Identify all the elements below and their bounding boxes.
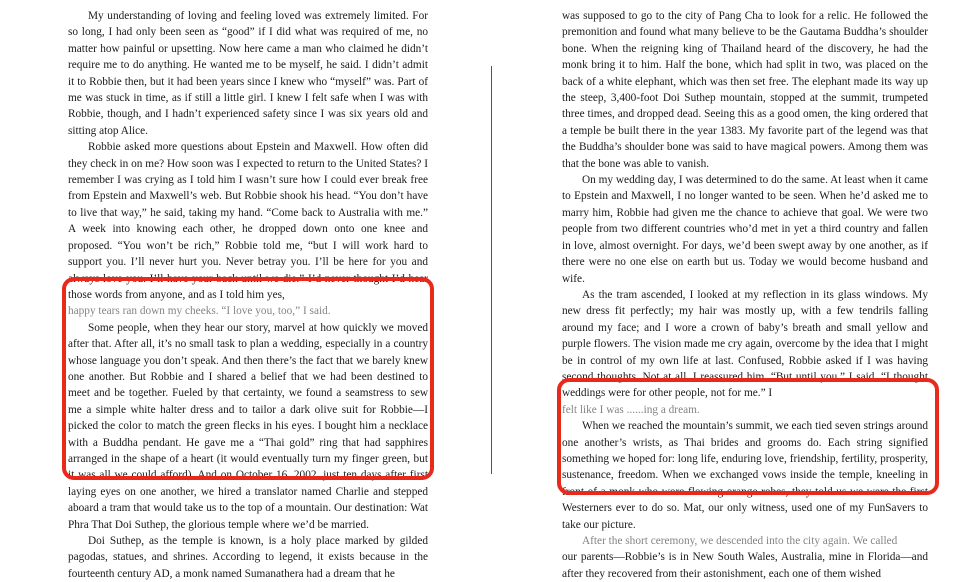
right-paragraph-2: On my wedding day, I was determined to do the same. At least when it came to Epstein and Maxwell, I no longer wanted to be seen. When he’d asked me to marry him, Robbie had given me the chance to achieve that goal. We were two people from two different countries who’d met in yet a third country and fallen in love, almost overnight. For days, we’d been swept away by one another, as if there were no one else on earth but us. Today we would become husband and wife. bbox=[562, 174, 928, 285]
right-paragraph-4-highlighted: When we reached the mountain’s summit, we each tied seven strings around one another’s wrists, as Thai brides and grooms do. Each string signified something we hoped for: long life, enduring love, friendship, fertility, prosperity, sustenance, freedom. When we exchanged vows inside the temple, kneeling in front of a monk who wore flowing orange robes, they told us we were the first Westerners ever to do so. Mat, our only witness, used one of my FunSavers to take our picture. bbox=[562, 420, 928, 531]
left-paragraph-3-highlighted: Some people, when they hear our story, marvel at how quickly we moved after that. After all, it’s no small task to plan a wedding, especially in a country whose language you don’t speak. And then there’s the fact that we barely knew one another. But Robbie and I shared a belief that we had been destined to meet and be together. Fueled by that certainty, we found a seamstress to sew me a simple white halter dress and to tailor a dark olive suit for Robbie—I picked the color to match the green flecks in his eyes. I bought him a necklace with a Buddha pendant. He gave me a “Thai gold” ring that had sapphires arranged in the shape of a heart (it would eventually turn my finger green, but it was all we could afford). And on October 16, 2002, just ten days after first laying eyes on one another, we hired a translator named Charlie and stepped aboard a tram that would take us to the top of a mountain. Our destination: Wat Phra That Doi Suthep, the glorious temple where we’d be married. bbox=[68, 321, 428, 531]
right-paragraph-5: our parents—Robbie’s is in New South Wales, Australia, mine in Florida—and after they recovered from their astonishment, each one of them wished bbox=[562, 551, 928, 580]
left-paragraph-2-tail: happy tears ran down my cheeks. “I love you, too,” I said. bbox=[68, 305, 331, 318]
page-gutter-divider bbox=[491, 66, 492, 474]
right-paragraph-3: As the tram ascended, I looked at my reflection in its glass windows. My new dress fit perfectly; my hair was mostly up, with a few tendrils falling around my face; and I wore a crown of baby’s breath and small yellow and purple flowers. The vision made me cry again, overcome by the idea that I might be in control of my own life at last. Confused, Robbie asked if I was having second thoughts. Not at all, I reassured him. “But until you,” I said, “I thought weddings were for other people, not for me.” I bbox=[562, 288, 928, 400]
right-page-column bbox=[562, 8, 928, 582]
right-paragraph-5-head: After the short ceremony, we descended into the city again. We called bbox=[582, 535, 898, 547]
right-paragraph-3-tail: felt like I was ......ing a dream. bbox=[562, 403, 700, 416]
left-page-column bbox=[68, 8, 428, 582]
left-paragraph-1: My understanding of loving and feeling loved was extremely limited. For so long, I had only been seen as “good” if I did what was required of me, no matter how painful or upsetting. Now here came a man who claimed he didn’t require me to do anything. He wanted me to be myself, he said. I didn’t admit it to Robbie then, but it had been years since I knew who “myself” was. Part of me was stuck in time, as if still a little girl. I knew I felt safe when I was with Robbie, though, and I hadn’t experienced safety since I was six years old and sitting atop Alice. bbox=[68, 10, 428, 137]
left-paragraph-2: Robbie asked more questions about Epstein and Maxwell. How often did they check in on me? How soon was I expected to return to the United States? I remember I was crying as I told him I wasn’t sure how I could ever break free from Epstein and Maxwell’s web. But Robbie shook his head. “You don’t have to live that way,” he said, taking my hand. “Come back to Australia with me.” A week into knowing each other, he dropped down onto one knee and proposed. “You won’t be rich,” Robbie told me, “but I will work hard to support you. I’ll never hurt you. Never betray you. I’ll be here for you and always love you. I’ll have your back until we die.” I’d never thought I’d hear those words from anyone, and as I told him yes, bbox=[68, 141, 428, 301]
right-paragraph-1: was supposed to go to the city of Pang Cha to look for a relic. He followed the premonition and found what many believe to be the Gautama Buddha’s shoulder bone. When the reigning king of Thailand heard of the discovery, he had the monk bring it to him. Half the bone, which had split in two, was placed on the back of a white elephant, which was then set free. The elephant made its way up the steep, 3,400-foot Doi Suthep mountain, stopped at the summit, trumpeted three times, and dropped dead. Seeing this as a good omen, the king ordered that a temple be built there in the year 1383. My favorite part of the legend was that the Buddha’s shoulder bone was said to have magical powers. Among them was that the bone was able to vanish. bbox=[562, 10, 928, 170]
left-paragraph-4: Doi Suthep, as the temple is known, is a holy place marked by gilded pagodas, statues, and shrines. According to legend, it exists because in the fourteenth century AD, a monk named Sumanathera had a dream that he bbox=[68, 535, 428, 580]
